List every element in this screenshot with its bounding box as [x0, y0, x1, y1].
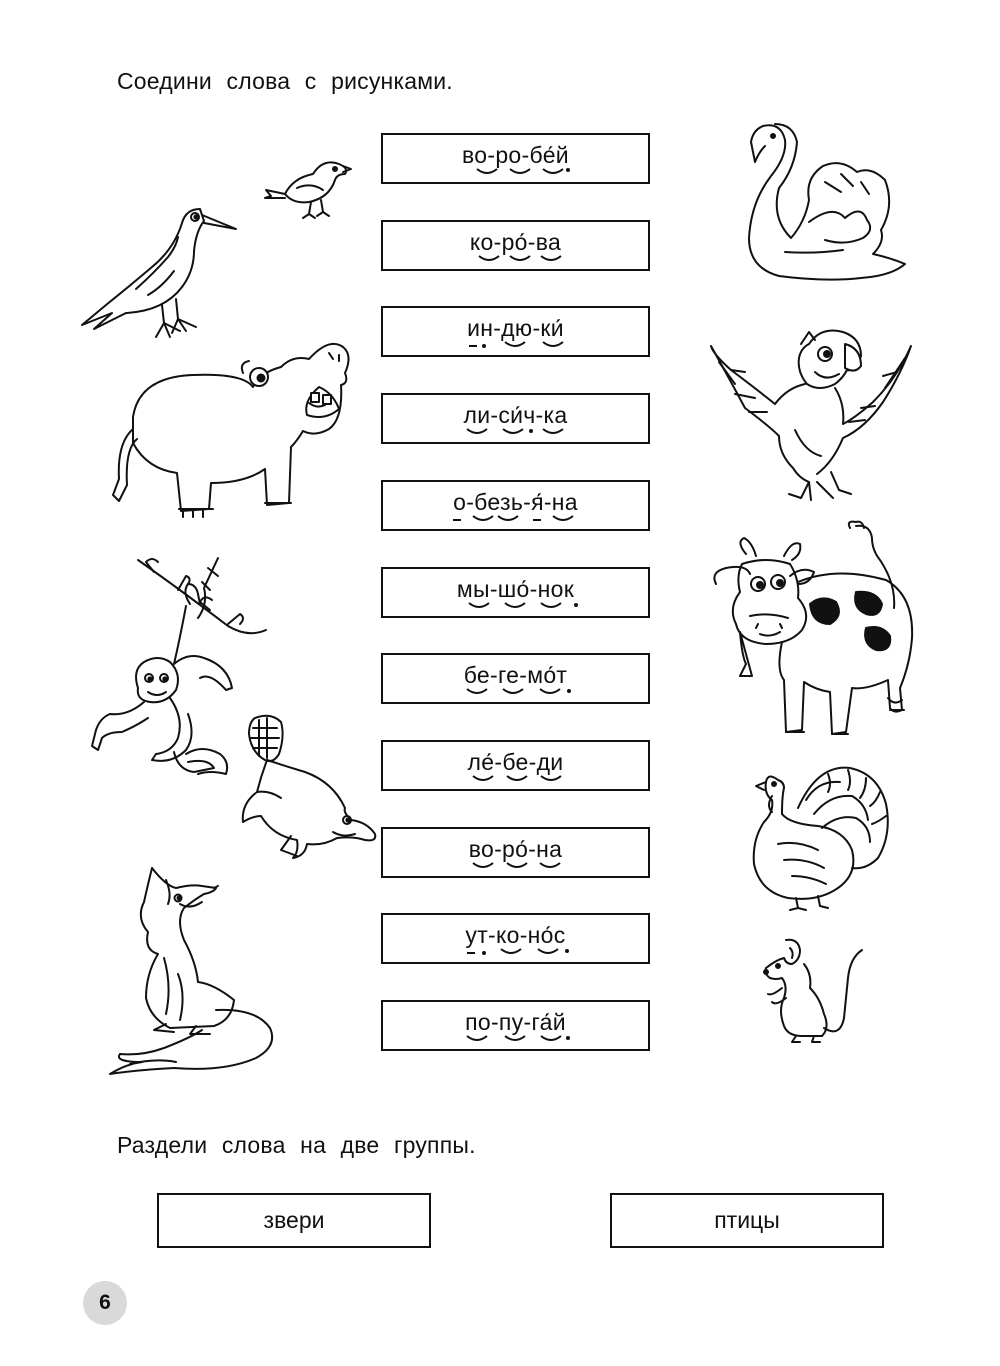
word-box-lebedi[interactable]: [381, 740, 650, 791]
word-text: ле́-бе-ди: [467, 749, 564, 775]
syllable-marks: [383, 945, 652, 961]
syllable-marks: [383, 252, 652, 268]
syllable-marks: [383, 338, 652, 354]
word-box-indyuki[interactable]: [381, 306, 650, 357]
word-box-lisichka[interactable]: [381, 393, 650, 444]
word-box-utkonos[interactable]: [381, 913, 650, 964]
hippo-picture[interactable]: [103, 333, 353, 533]
word-text: по-пу-га́й: [465, 1009, 566, 1035]
task-instruction-divide: Раздели слова на две группы.: [117, 1132, 476, 1158]
word-text: ко-ро́-ва: [469, 229, 562, 255]
syllable-marks: [383, 425, 652, 441]
word-text: ли-си́ч-ка: [463, 402, 568, 428]
syllable-marks: [383, 512, 652, 528]
cow-picture[interactable]: [706, 520, 918, 748]
word-text: бе-ге-мо́т: [463, 662, 568, 688]
crow-picture[interactable]: [78, 195, 238, 345]
group-label: птицы: [714, 1207, 780, 1233]
syllable-marks: [383, 772, 652, 788]
sparrow-picture[interactable]: [263, 152, 353, 224]
word-text: о-безь-я́-на: [453, 489, 578, 515]
group-box-birds[interactable]: [610, 1193, 884, 1248]
syllable-marks: [383, 1032, 652, 1048]
syllable-marks: [383, 599, 652, 615]
mouse-picture[interactable]: [762, 938, 866, 1050]
word-text: во-ро́-на: [468, 836, 563, 862]
word-text: ин-дю-ки́: [467, 315, 564, 341]
word-box-vorobey[interactable]: [381, 133, 650, 184]
word-box-begemot[interactable]: [381, 653, 650, 704]
parrot-picture[interactable]: [705, 322, 915, 504]
word-box-vorona[interactable]: [381, 827, 650, 878]
task-instruction-connect: Соедини слова с рисунками.: [117, 68, 453, 94]
word-text: во-ро-бе́й: [462, 142, 569, 168]
swan-picture[interactable]: [745, 122, 910, 282]
page-number: 6: [83, 1281, 127, 1325]
group-box-animals[interactable]: [157, 1193, 431, 1248]
group-label: звери: [263, 1207, 325, 1233]
word-text: ут-ко-но́с: [465, 922, 566, 948]
word-box-obezyana[interactable]: [381, 480, 650, 531]
word-box-myshonok[interactable]: [381, 567, 650, 618]
syllable-marks: [383, 165, 652, 181]
word-text: мы-шо́-нок: [456, 576, 575, 602]
word-box-popugay[interactable]: [381, 1000, 650, 1051]
syllable-marks: [383, 685, 652, 701]
fox-picture[interactable]: [106, 858, 282, 1078]
word-box-korova[interactable]: [381, 220, 650, 271]
platypus-picture[interactable]: [237, 712, 377, 862]
turkey-picture[interactable]: [748, 760, 894, 910]
syllable-marks: [383, 859, 652, 875]
